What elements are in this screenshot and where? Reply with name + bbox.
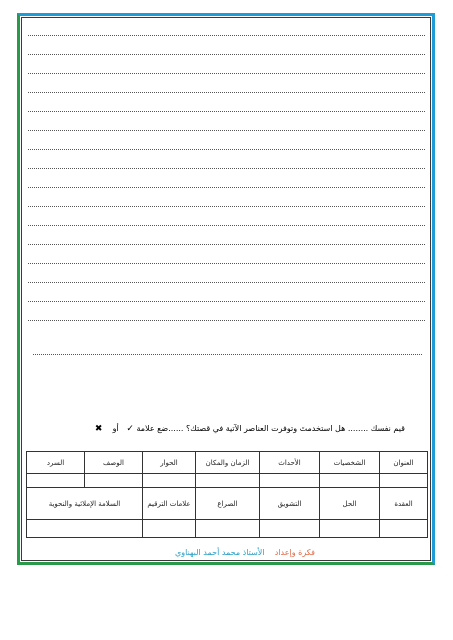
- table-cell-empty[interactable]: [196, 474, 260, 488]
- table-cell-empty[interactable]: [380, 474, 428, 488]
- writing-line: [28, 206, 425, 207]
- table-cell-empty[interactable]: [27, 520, 143, 538]
- self-assessment-instruction: [40, 424, 405, 434]
- table-cell-empty[interactable]: [196, 520, 260, 538]
- table-cell-complication: العقدة: [380, 488, 428, 520]
- writing-line: [28, 301, 425, 302]
- or-text: أو: [112, 424, 119, 433]
- table-cell-empty[interactable]: [85, 474, 143, 488]
- check-mark-icon: ✓: [126, 424, 134, 434]
- table-row: [27, 452, 428, 474]
- footer-credit: [120, 548, 370, 557]
- table-cell-events: الأحداث: [260, 452, 320, 474]
- writing-line: [33, 354, 422, 355]
- table-cell-suspense: التشويق: [260, 488, 320, 520]
- writing-line: [28, 263, 425, 264]
- table-row: [27, 520, 428, 538]
- table-cell-empty[interactable]: [143, 520, 196, 538]
- table-cell-empty[interactable]: [320, 520, 380, 538]
- writing-line: [28, 225, 425, 226]
- table-cell-empty[interactable]: [380, 520, 428, 538]
- writing-line: [28, 168, 425, 169]
- table-cell-empty[interactable]: [260, 474, 320, 488]
- table-cell-empty[interactable]: [320, 474, 380, 488]
- writing-line: [28, 35, 425, 36]
- footer-idea: فكرة وإعداد: [274, 548, 315, 557]
- table-row: [27, 474, 428, 488]
- writing-line: [28, 92, 425, 93]
- instruction-text: قيم نفسك ........ هل استخدمتَ وتوفرت العناصر الآتية في قصتك؟ ......ضع علامة: [136, 424, 405, 433]
- footer-teacher: الأستاذ محمد أحمد البهناوي: [175, 548, 265, 557]
- table-cell-empty[interactable]: [27, 474, 85, 488]
- table-cell-resolution: الحل: [320, 488, 380, 520]
- table-cell-punctuation: علامات الترقيم: [143, 488, 196, 520]
- table-cell-title: العنوان: [380, 452, 428, 474]
- table-row: [27, 488, 428, 520]
- writing-line: [28, 187, 425, 188]
- writing-line: [28, 320, 425, 321]
- writing-line: [28, 282, 425, 283]
- table-cell-empty[interactable]: [143, 474, 196, 488]
- table-cell-empty[interactable]: [260, 520, 320, 538]
- writing-line: [28, 149, 425, 150]
- table-cell-characters: الشخصيات: [320, 452, 380, 474]
- table-cell-narration: السرد: [27, 452, 85, 474]
- writing-line: [28, 73, 425, 74]
- cross-mark-icon: ✖: [94, 424, 103, 434]
- story-elements-table: [26, 451, 428, 538]
- writing-line: [28, 54, 425, 55]
- table-cell-description: الوصف: [85, 452, 143, 474]
- writing-line: [28, 111, 425, 112]
- writing-line: [28, 130, 425, 131]
- table-cell-conflict: الصراع: [196, 488, 260, 520]
- table-cell-time-place: الزمان والمكان: [196, 452, 260, 474]
- table-cell-dialogue: الحوار: [143, 452, 196, 474]
- writing-line: [28, 244, 425, 245]
- table-cell-spelling-grammar: السلامة الإملائية والنحوية: [27, 488, 143, 520]
